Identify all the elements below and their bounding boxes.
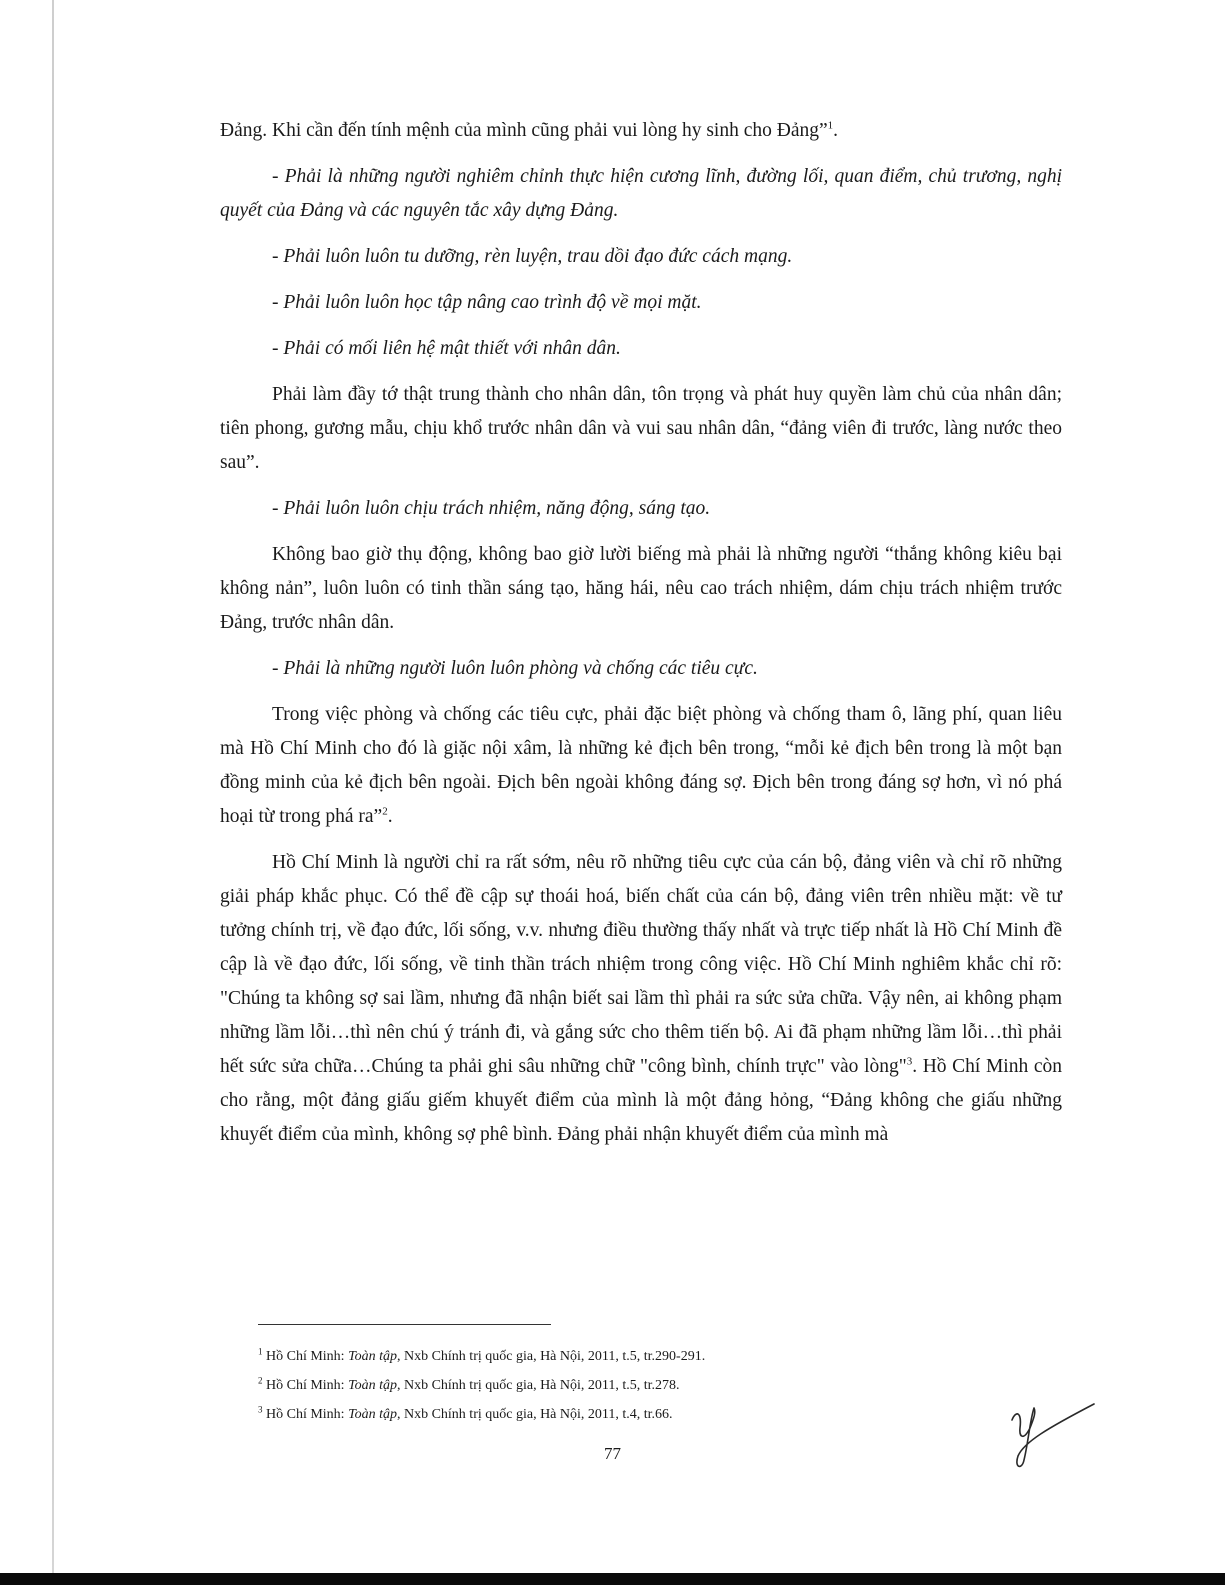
paragraph-10-text: Trong việc phòng và chống các tiêu cực, phải đặc biệt phòng và chống tham ô, lãng phí, quan liêu mà Hồ Chí Minh cho đó là giặc nội xâm, là những kẻ địch bên trong, “mỗi kẻ địch bên trong là một bạn đồng minh của kẻ địch bên ngoài. Địch bên ngoài không đáng sợ. Địch bên trong đáng sợ hơn, vì nó phá hoại từ trong phá ra”	[220, 704, 1062, 827]
footnote-3-author: Hồ Chí Minh:	[266, 1407, 349, 1422]
handwritten-signature	[1008, 1398, 1098, 1473]
footnote-3-number: 3	[258, 1404, 263, 1415]
paragraph-10	[220, 698, 1062, 834]
paragraph-6: Phải làm đầy tớ thật trung thành cho nhân dân, tôn trọng và phát huy quyền làm chủ của nhân dân; tiên phong, gương mẫu, chịu khổ trước nhân dân và vui sau nhân dân, “đảng viên đi trước, làng nước theo sau”.	[220, 384, 1062, 473]
footnote-ref-2: 2	[382, 805, 388, 818]
footnote-1-author: Hồ Chí Minh:	[266, 1349, 349, 1364]
footnote-2-rest: , Nxb Chính trị quốc gia, Hà Nội, 2011, t.5, tr.278.	[396, 1378, 680, 1393]
footnote-3-rest: , Nxb Chính trị quốc gia, Hà Nội, 2011, t.4, tr.66.	[396, 1407, 673, 1422]
paragraph-8: Không bao giờ thụ động, không bao giờ lười biếng mà phải là những người “thắng không kiêu bại không nản”, luôn luôn có tinh thần sáng tạo, hăng hái, nêu cao trách nhiệm, dám chịu trách nhiệm trước Đảng, trước nhân dân.	[220, 544, 1062, 633]
paragraph-5: - Phải có mối liên hệ mật thiết với nhân dân.	[272, 338, 621, 359]
paragraph-2: - Phải là những người nghiêm chỉnh thực hiện cương lĩnh, đường lối, quan điểm, chủ trương, nghị quyết của Đảng và các nguyên tắc xây dựng Đảng.	[220, 166, 1062, 221]
body-text	[220, 114, 1062, 1164]
footnote-1-title: Toàn tập	[348, 1349, 397, 1364]
paragraph-7: - Phải luôn luôn chịu trách nhiệm, năng động, sáng tạo.	[272, 498, 711, 519]
paragraph-11	[220, 846, 1062, 1152]
footnote-ref-3: 3	[906, 1055, 913, 1068]
footnote-1-rest: , Nxb Chính trị quốc gia, Hà Nội, 2011, t.5, tr.290-291.	[396, 1349, 706, 1364]
footnote-separator	[258, 1324, 551, 1325]
page-number: 77	[604, 1444, 621, 1463]
paragraph-9: - Phải là những người luôn luôn phòng và chống các tiêu cực.	[272, 658, 758, 679]
paragraph-1	[220, 114, 1062, 148]
footnote-3	[258, 1400, 958, 1429]
footnote-2	[258, 1371, 958, 1400]
footnotes	[258, 1342, 958, 1429]
paragraph-1-text: Đảng. Khi cần đến tính mệnh của mình cũng phải vui lòng hy sinh cho Đảng”	[220, 120, 828, 141]
paragraph-11-text: Hồ Chí Minh là người chỉ ra rất sớm, nêu rõ những tiêu cực của cán bộ, đảng viên và chỉ rõ những giải pháp khắc phục. Có thể đề cập sự thoái hoá, biến chất của cán bộ, đảng viên trên nhiều mặt: về tư tưởng chính trị, về đạo đức, lối sống, v.v. nhưng điều thường thấy nhất và trực tiếp nhất là Hồ Chí Minh đề cập là về đạo đức, lối sống, về tinh thần trách nhiệm trong công việc. Hồ Chí Minh nghiêm khắc chỉ rõ: "Chúng ta không sợ sai lầm, nhưng đã nhận biết sai lầm thì phải ra sức sửa chữa. Vậy nên, ai không phạm những lầm lỗi…thì nên chú ý tránh đi, và gắng sức cho thêm tiến bộ. Ai đã phạm những lầm lỗi…thì phải hết sức sửa chữa…Chúng ta phải ghi sâu những chữ "công bình, chính trực" vào lòng"	[220, 852, 1062, 1077]
footnote-3-title: Toàn tập	[348, 1407, 397, 1422]
footnote-1-number: 1	[258, 1346, 263, 1357]
scan-edge-line	[52, 0, 54, 1585]
footnote-1	[258, 1342, 958, 1371]
paragraph-11-tail: . Hồ Chí Minh còn cho rằng, một đảng giấu giếm khuyết điểm của mình là một đảng hỏng, “Đảng không che giấu những khuyết điểm của mình, không sợ phê bình. Đảng phải nhận khuyết điểm của mình mà	[220, 1056, 1063, 1145]
footnote-2-author: Hồ Chí Minh:	[266, 1378, 349, 1393]
paragraph-10-tail: .	[387, 806, 393, 827]
scan-bottom-border	[0, 1573, 1225, 1585]
paragraph-4: - Phải luôn luôn học tập nâng cao trình độ về mọi mặt.	[272, 292, 702, 313]
paragraph-3: - Phải luôn luôn tu dưỡng, rèn luyện, trau dồi đạo đức cách mạng.	[272, 246, 793, 267]
footnote-2-title: Toàn tập	[348, 1378, 397, 1393]
footnote-ref-1: 1	[827, 119, 834, 132]
paragraph-1-tail: .	[833, 120, 838, 141]
footnote-2-number: 2	[258, 1375, 263, 1386]
